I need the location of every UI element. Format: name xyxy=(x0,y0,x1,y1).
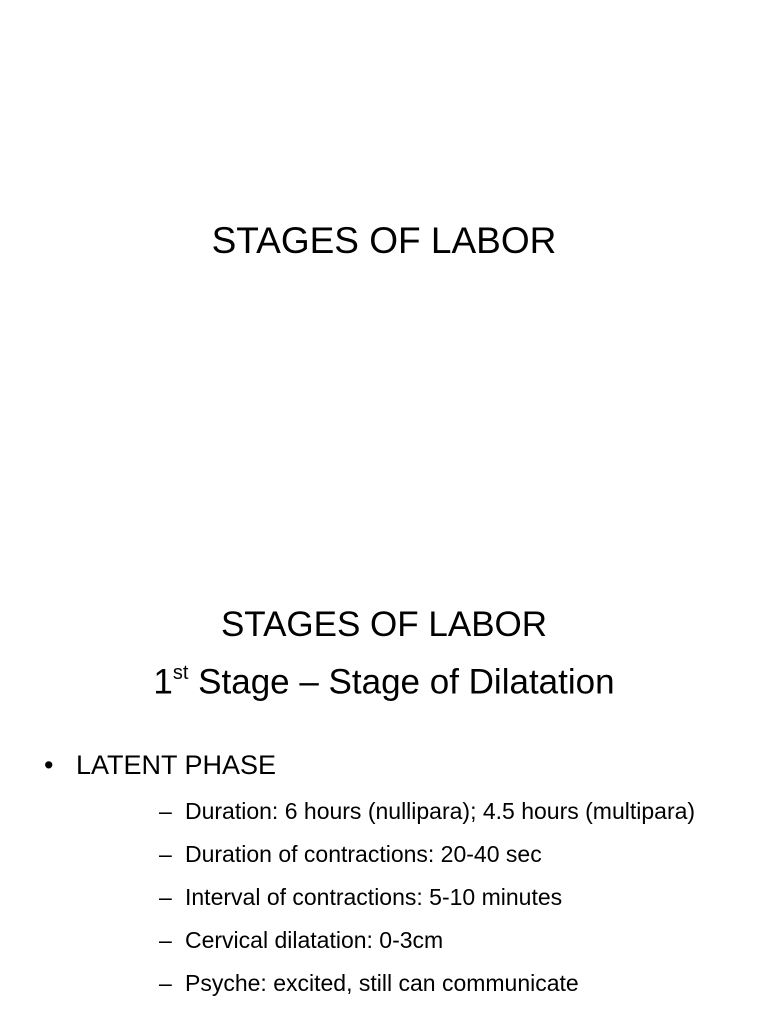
stage-number: 1 xyxy=(153,662,173,702)
bullet-dot-icon: • xyxy=(44,750,54,780)
sub-bullet-text: Cervical dilatation: 0-3cm xyxy=(185,927,444,953)
slide-title: STAGES OF LABOR xyxy=(211,220,557,261)
stage-name: Stage – Stage of Dilatation xyxy=(188,662,615,702)
dash-bullet-icon: – xyxy=(159,970,172,996)
slide-title xyxy=(0,600,768,708)
sub-bullet-item xyxy=(76,790,768,833)
title-line-2 xyxy=(0,650,768,708)
sub-bullet-text: Psyche: excited, still can communicate xyxy=(185,970,579,996)
stage-ordinal-suffix: st xyxy=(172,662,189,684)
bullet-text: LATENT PHASE xyxy=(76,750,277,780)
sub-bullet-text: Duration of contractions: 20-40 sec xyxy=(185,841,542,867)
bullet-list xyxy=(0,740,768,1005)
sub-bullet-item xyxy=(76,919,768,962)
sub-bullet-item xyxy=(76,876,768,919)
sub-bullet-item xyxy=(76,962,768,1005)
sub-bullet-text: Duration: 6 hours (nullipara); 4.5 hours (multipara) xyxy=(185,798,696,824)
sub-bullet-item xyxy=(76,833,768,876)
dash-bullet-icon: – xyxy=(159,884,172,910)
dash-bullet-icon: – xyxy=(159,927,172,953)
title-line-1: STAGES OF LABOR xyxy=(220,605,548,644)
bullet-item xyxy=(0,740,768,1005)
slide-2 xyxy=(0,576,768,1024)
sub-bullet-list xyxy=(76,790,768,1005)
dash-bullet-icon: – xyxy=(159,798,172,824)
dash-bullet-icon: – xyxy=(159,841,172,867)
sub-bullet-text: Interval of contractions: 5-10 minutes xyxy=(185,884,563,910)
